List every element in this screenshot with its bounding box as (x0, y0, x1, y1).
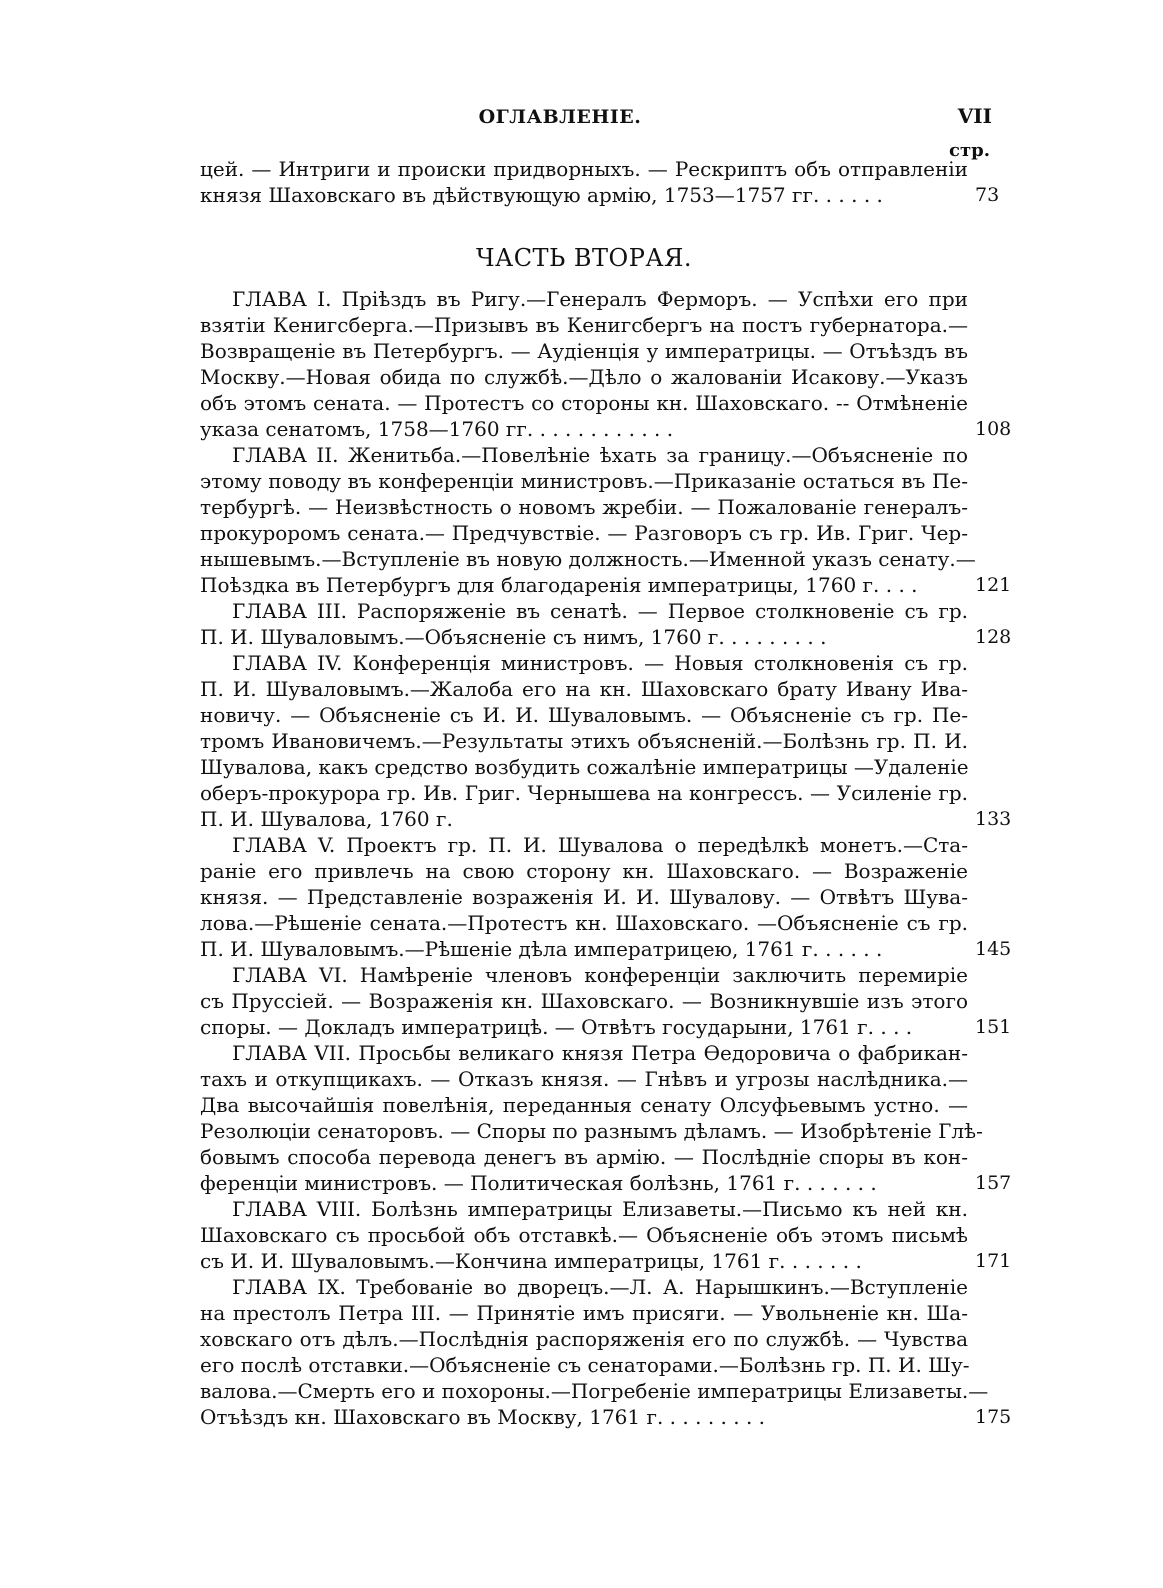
toc-entry-chapter (200, 832, 1012, 962)
toc-line (200, 338, 968, 364)
toc-line (200, 1378, 989, 1404)
toc-line-text: ГЛАВА II. Женитьба.—Повелѣніе ѣхать за границу.—Объясненіе по (232, 443, 968, 467)
toc-entry-chapter (200, 442, 1012, 598)
toc-line-text: тербургѣ. — Неизвѣстность о новомъ жребіи. — Пожалованіе генералъ- (200, 495, 968, 519)
toc-line (200, 520, 968, 546)
toc-line-text: ГЛАВА VIII. Болѣзнь императрицы Елизаветы.—Письмо къ ней кн. (232, 1197, 968, 1221)
page-title: ОГЛАВЛЕНІЕ. (478, 106, 642, 128)
toc-line (200, 650, 968, 676)
toc-line-text: Возвращеніе въ Петербургъ. — Аудіенція у императрицы. — Отъѣздъ въ (200, 339, 968, 363)
toc-line-text: Москву.—Новая обида по службѣ.—Дѣло о жалованіи Исакову.—Указъ (200, 365, 968, 389)
toc-line (200, 468, 968, 494)
toc-line (200, 1274, 968, 1300)
toc-page-number: 121 (975, 574, 1012, 596)
toc-line (200, 1326, 968, 1352)
toc-line (200, 676, 968, 702)
toc-line-text: П. И. Шуваловымъ.—Объясненіе съ нимъ, 1760 г. . . . . . . . . (200, 625, 827, 649)
toc-page-number: 128 (975, 626, 1012, 648)
toc-line-text: новичу. — Объясненіе съ И. И. Шуваловымъ. — Объясненіе съ гр. Пе- (200, 703, 968, 727)
toc-line-text: Резолюціи сенаторовъ. — Споры по разнымъ дѣламъ. — Изобрѣтеніе Глѣ- (200, 1119, 983, 1143)
toc-line (200, 832, 968, 858)
toc-entry-chapter (200, 1196, 1012, 1274)
toc-line-text: оберъ-прокурора гр. Ив. Григ. Чернышева на конгрессъ. — Усиленіе гр. (200, 781, 968, 805)
toc-line-text: его послѣ отставки.—Объясненіе съ сенаторами.—Болѣзнь гр. П. И. Шу- (200, 1353, 970, 1377)
toc-line (200, 390, 968, 416)
toc-line (200, 1118, 983, 1144)
toc-line-text: лова.—Рѣшеніе сената.—Протестъ кн. Шаховскаго. —Объясненіе съ гр. (200, 911, 968, 935)
toc-entry-chapter (200, 1040, 1012, 1196)
toc-line-text: ГЛАВА І. Пріѣздъ въ Ригу.—Генералъ Ферморъ. — Успѣхи его при (232, 287, 968, 311)
toc-line (200, 494, 968, 520)
toc-line (200, 1222, 968, 1248)
table-of-contents (200, 156, 1012, 1430)
toc-line (200, 962, 968, 988)
toc-line (200, 156, 968, 182)
toc-line-text: цей. — Интриги и происки придворныхъ. — Рескриптъ объ отправленіи (200, 157, 968, 181)
toc-line-text: прокуроромъ сената.— Предчувствіе. — Разговоръ съ гр. Ив. Григ. Чер- (200, 521, 968, 545)
toc-line-text: нышевымъ.—Вступленіе въ новую должность.—Именной указъ сенату.— (200, 547, 976, 571)
toc-entry-chapter (200, 962, 1012, 1040)
toc-line-text: взятіи Кенигсберга.—Призывъ въ Кенигсбергъ на постъ губернатора.— (200, 313, 968, 337)
toc-line-text: этому поводу въ конференціи министровъ.—Приказаніе остаться въ Пе- (200, 469, 968, 493)
page-column-header: стр. (949, 140, 990, 161)
toc-line-text: съ Пруссіей. — Возраженія кн. Шаховскаго. — Возникнувшіе изъ этого (200, 989, 968, 1013)
toc-line (200, 1300, 968, 1326)
toc-page-number: 171 (975, 1250, 1012, 1272)
toc-line (200, 1352, 968, 1378)
toc-line (200, 1404, 1012, 1430)
toc-line (200, 364, 968, 390)
toc-line (200, 1196, 968, 1222)
toc-line (200, 572, 1012, 598)
toc-line-text: ГЛАВА IV. Конференція министровъ. — Новыя столкновенія съ гр. (232, 651, 968, 675)
toc-entry-chapter (200, 1274, 1012, 1430)
toc-line (200, 754, 968, 780)
toc-line-text: тромъ Ивановичемъ.—Результаты этихъ объясненій.—Болѣзнь гр. П. И. (200, 729, 968, 753)
toc-line (200, 1248, 1012, 1274)
toc-line-text: раніе его привлечь на свою сторону кн. Шаховскаго. — Возраженіе (200, 859, 968, 883)
toc-entry-chapter (200, 286, 1012, 442)
toc-line-text: князя Шаховскаго въ дѣйствующую армію, 1753—1757 гг. . . . . . (200, 183, 883, 207)
toc-line-text: бовымъ способа перевода денегъ въ армію. — Послѣдніе споры въ кон- (200, 1145, 968, 1169)
toc-line-text: тахъ и откупщикахъ. — Отказъ князя. — Гнѣвъ и угрозы наслѣдника.— (200, 1067, 968, 1091)
toc-page-number: 133 (975, 808, 1012, 830)
toc-line-text: валова.—Смерть его и похороны.—Погребеніе императрицы Елизаветы.— (200, 1379, 989, 1403)
toc-line (200, 1144, 968, 1170)
page-number: VII (957, 104, 992, 128)
toc-line (200, 182, 1000, 208)
toc-line (200, 1092, 968, 1118)
toc-line (200, 858, 968, 884)
toc-page-number: 108 (975, 418, 1012, 440)
toc-entry-intro (200, 156, 1000, 208)
toc-line-text: Шувалова, какъ средство возбудить сожалѣніе императрицы —Удаленіе (200, 755, 969, 779)
toc-line (200, 416, 1012, 442)
toc-line-text: ференціи министровъ. — Политическая болѣзнь, 1761 г. . . . . . . (200, 1171, 877, 1195)
toc-line-text: на престолъ Петра III. — Принятіе имъ присяги. — Увольненіе кн. Ша- (200, 1301, 968, 1325)
page-header (200, 100, 1000, 130)
toc-line (200, 936, 1012, 962)
toc-line-text: ГЛАВА V. Проектъ гр. П. И. Шувалова о передѣлкѣ монетъ.—Ста- (232, 833, 968, 857)
toc-line-text: П. И. Шуваловымъ.—Жалоба его на кн. Шаховскаго брату Ивану Ива- (200, 677, 968, 701)
toc-line (200, 312, 968, 338)
chapter-list (200, 286, 1012, 1430)
toc-entry-chapter (200, 650, 1012, 832)
toc-line (200, 442, 968, 468)
toc-line-text: Отъѣздъ кн. Шаховскаго въ Москву, 1761 г. . . . . . . . . (200, 1405, 766, 1429)
toc-line-text: споры. — Докладъ императрицѣ. — Отвѣтъ государыни, 1761 г. . . . (200, 1015, 913, 1039)
toc-line-text: ГЛАВА VII. Просьбы великаго князя Петра Ѳедоровича о фабрикан- (232, 1041, 968, 1065)
toc-page-number: 175 (975, 1406, 1012, 1428)
toc-line-text: ГЛАВА III. Распоряженіе въ сенатѣ. — Первое столкновеніе съ гр. (232, 599, 968, 623)
toc-line-text: объ этомъ сената. — Протестъ со стороны кн. Шаховскаго. -- Отмѣненіе (200, 391, 968, 415)
toc-line-text: ховскаго отъ дѣлъ.—Послѣднія распоряженія его по службѣ. — Чувства (200, 1327, 968, 1351)
toc-line-text: Шаховскаго съ просьбой объ отставкѣ.— Объясненіе объ этомъ письмѣ (200, 1223, 968, 1247)
toc-page-number: 157 (975, 1172, 1012, 1194)
toc-line (200, 702, 968, 728)
toc-page-number: 151 (975, 1016, 1012, 1038)
toc-line-text: ГЛАВА IX. Требованіе во дворецъ.—Л. А. Нарышкинъ.—Вступленіе (232, 1275, 968, 1299)
toc-line (200, 728, 968, 754)
toc-line-text: П. И. Шувалова, 1760 г. (200, 807, 453, 831)
toc-line-text: Поѣздка въ Петербургъ для благодаренія императрицы, 1760 г. . . . (200, 573, 918, 597)
toc-line (200, 988, 968, 1014)
toc-line (200, 286, 968, 312)
toc-line (200, 884, 968, 910)
toc-line (200, 1014, 1012, 1040)
toc-line (200, 910, 968, 936)
toc-line (200, 780, 968, 806)
section-title: ЧАСТЬ ВТОРАЯ. (475, 244, 693, 272)
toc-line-text: ГЛАВА VI. Намѣреніе членовъ конференціи заключить перемиріе (232, 963, 968, 987)
toc-entry-chapter (200, 598, 1012, 650)
toc-line-text: указа сенатомъ, 1758—1760 гг. . . . . . . . . . . . (200, 417, 674, 441)
toc-line (200, 1066, 968, 1092)
toc-line (200, 598, 968, 624)
toc-line (200, 624, 1012, 650)
toc-line (200, 1170, 1012, 1196)
toc-line (200, 1040, 968, 1066)
toc-page-number: 73 (975, 184, 1000, 206)
toc-page-number: 145 (975, 938, 1012, 960)
toc-line-text: съ И. И. Шуваловымъ.—Кончина императрицы, 1761 г. . . . . . . (200, 1249, 862, 1273)
toc-line (200, 546, 976, 572)
toc-line-text: П. И. Шуваловымъ.—Рѣшеніе дѣла императрицею, 1761 г. . . . . . (200, 937, 883, 961)
toc-line-text: князя. — Представленіе возраженія И. И. Шувалову. — Отвѣтъ Шува- (200, 885, 968, 909)
toc-line-text: Два высочайшія повелѣнія, переданныя сенату Олсуфьевымъ устно. — (200, 1093, 968, 1117)
toc-line (200, 806, 1012, 832)
